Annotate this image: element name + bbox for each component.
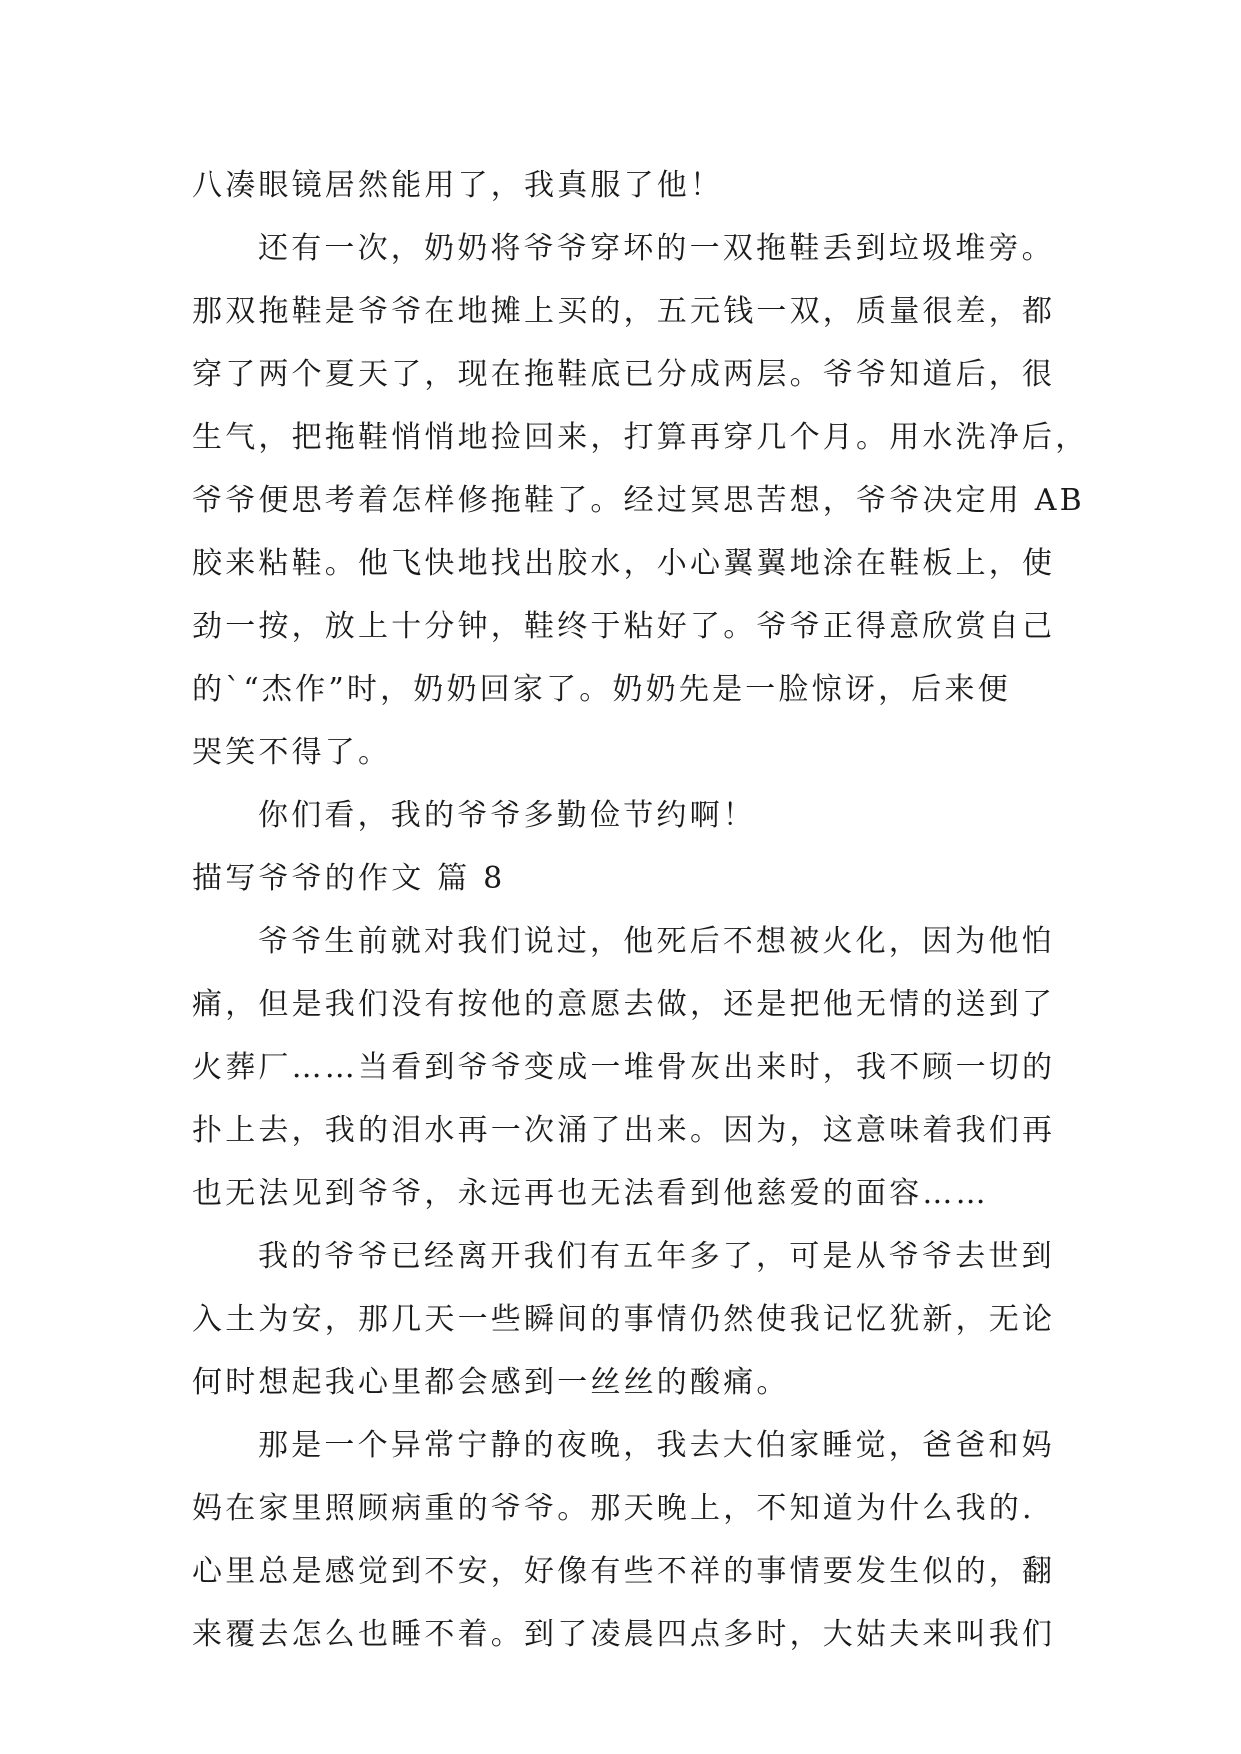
paragraph-first-line: 爷爷生前就对我们说过，他死后不想被火化，因为他怕 bbox=[258, 924, 1055, 959]
paragraph-first-line: 还有一次，奶奶将爷爷穿坏的一双拖鞋丢到垃圾堆旁。 bbox=[258, 231, 1055, 266]
text-line: 的`“杰作”时，奶奶回家了。奶奶先是一脸惊讶，后来便 bbox=[192, 672, 1011, 707]
text-line: 也无法见到爷爷，永远再也无法看到他慈爱的面容…… bbox=[192, 1176, 989, 1211]
text-line: 入土为安，那几天一些瞬间的事情仍然使我记忆犹新，无论 bbox=[192, 1302, 1056, 1337]
text-line: 那双拖鞋是爷爷在地摊上买的，五元钱一双，质量很差，都 bbox=[192, 294, 1056, 329]
text-line: 火葬厂……当看到爷爷变成一堆骨灰出来时，我不顾一切的 bbox=[192, 1050, 1056, 1085]
text-line: 心里总是感觉到不安，好像有些不祥的事情要发生似的，翻 bbox=[192, 1554, 1056, 1589]
text-line: 八凑眼镜居然能用了，我真服了他！ bbox=[192, 168, 724, 203]
text-line: 来覆去怎么也睡不着。到了凌晨四点多时，大姑夫来叫我们 bbox=[192, 1617, 1056, 1652]
section-heading: 描写爷爷的作文 篇 8 bbox=[192, 861, 506, 896]
text-line: 扑上去，我的泪水再一次涌了出来。因为，这意味着我们再 bbox=[192, 1113, 1056, 1148]
text-line: 哭笑不得了。 bbox=[192, 735, 392, 770]
paragraph-first-line: 我的爷爷已经离开我们有五年多了，可是从爷爷去世到 bbox=[258, 1239, 1055, 1274]
text-line: 妈在家里照顾病重的爷爷。那天晚上，不知道为什么我的. bbox=[192, 1491, 1035, 1526]
text-line: 生气，把拖鞋悄悄地捡回来，打算再穿几个月。用水洗净后， bbox=[192, 420, 1089, 455]
text-line: 爷爷便思考着怎样修拖鞋了。经过冥思苦想，爷爷决定用 AB bbox=[192, 483, 1085, 518]
text-line: 穿了两个夏天了，现在拖鞋底已分成两层。爷爷知道后，很 bbox=[192, 357, 1056, 392]
paragraph-first-line: 你们看，我的爷爷多勤俭节约啊！ bbox=[258, 798, 756, 833]
text-line: 痛，但是我们没有按他的意愿去做，还是把他无情的送到了 bbox=[192, 987, 1056, 1022]
text-line: 劲一按，放上十分钟，鞋终于粘好了。爷爷正得意欣赏自己 bbox=[192, 609, 1056, 644]
paragraph-first-line: 那是一个异常宁静的夜晚，我去大伯家睡觉，爸爸和妈 bbox=[258, 1428, 1055, 1463]
text-line: 何时想起我心里都会感到一丝丝的酸痛。 bbox=[192, 1365, 790, 1400]
text-line: 胶来粘鞋。他飞快地找出胶水，小心翼翼地涂在鞋板上，使 bbox=[192, 546, 1056, 581]
